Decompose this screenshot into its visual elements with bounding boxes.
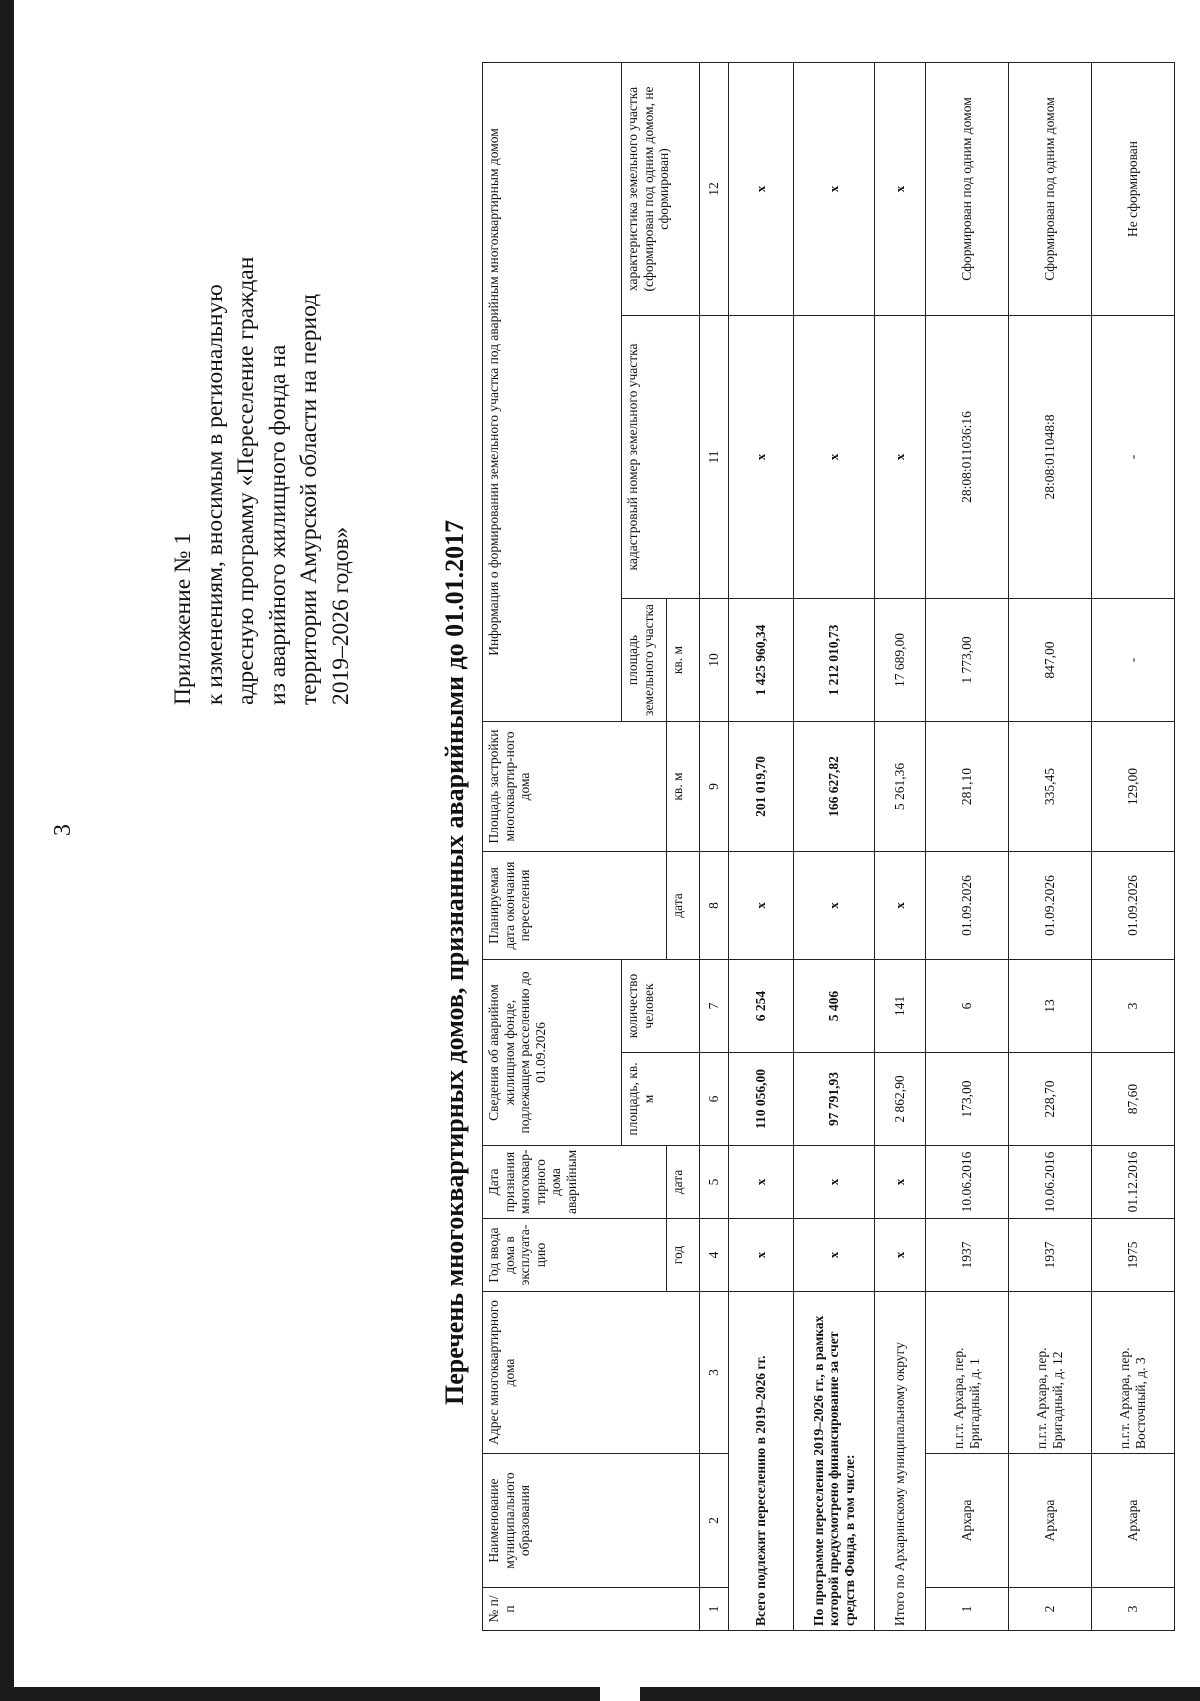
header-municipality: Наименование муниципального образования — [483, 1454, 700, 1588]
header-land-char: характеристика земельного участка (сформирован под одним домом, не сформирован) — [622, 62, 700, 315]
column-number: 1 — [700, 1588, 729, 1631]
header-land-area: площадь земельного участка — [622, 599, 667, 722]
column-number: 5 — [700, 1146, 729, 1219]
column-number: 9 — [700, 722, 729, 852]
row-people: 13 — [1009, 960, 1092, 1053]
summary-cell: х — [794, 1219, 875, 1292]
unit-year: год — [667, 1219, 700, 1292]
appendix-line: из аварийного жилищного фонда на — [264, 344, 291, 705]
row-municipality: Архара — [926, 1454, 1009, 1588]
row-land-area: - — [1092, 599, 1175, 722]
column-number: 3 — [700, 1292, 729, 1454]
summary-label: Итого по Архаринскому муниципальному округу — [875, 1292, 926, 1631]
scan-bottom-gap — [600, 1687, 640, 1701]
unit-sqm: кв. м — [667, 722, 700, 852]
column-number: 10 — [700, 599, 729, 722]
summary-cell: 201 019,70 — [729, 722, 794, 852]
summary-cell: 2 862,90 — [875, 1053, 926, 1146]
row-land-char: Сформирован под одним домом — [1009, 62, 1092, 315]
table-row — [926, 62, 1009, 1630]
summary-row-program — [794, 62, 875, 1630]
row-cadastral: 28:08:011048:8 — [1009, 316, 1092, 599]
column-number: 8 — [700, 852, 729, 960]
page-number: 3 — [50, 824, 76, 836]
summary-cell: х — [729, 1146, 794, 1219]
header-year-built: Год ввода дома в эксплуата-цию — [483, 1219, 667, 1292]
summary-cell: 1 425 960,34 — [729, 599, 794, 722]
appendix-title: Приложение № 1 — [170, 532, 196, 705]
summary-label: Всего подлежит переселению в 2019–2026 гг. — [729, 1292, 794, 1631]
houses-table-wrapper — [482, 63, 1148, 1631]
row-number: 3 — [1092, 1588, 1175, 1631]
unit-sqm: кв. м — [667, 599, 700, 722]
header-land-info: Информация о формировании земельного участка под аварийным многоквартирным домом — [483, 62, 622, 721]
row-land-area: 1 773,00 — [926, 599, 1009, 722]
header-no: № п/п — [483, 1588, 700, 1631]
appendix-header — [168, 257, 357, 705]
appendix-line: территории Амурской области на период — [296, 293, 322, 705]
summary-cell: х — [875, 1146, 926, 1219]
row-building-area: 129,00 — [1092, 722, 1175, 852]
summary-cell: 17 689,00 — [875, 599, 926, 722]
row-building-area: 281,10 — [926, 722, 1009, 852]
summary-cell: 97 791,93 — [794, 1053, 875, 1146]
summary-cell: х — [729, 62, 794, 315]
summary-cell: х — [794, 1146, 875, 1219]
row-planned: 01.09.2026 — [926, 852, 1009, 960]
header-fund-info: Сведения об аварийном жилищном фонде, подлежащем расселению до 01.09.2026 — [483, 960, 622, 1146]
summary-cell: 1 212 010,73 — [794, 599, 875, 722]
summary-cell: х — [794, 62, 875, 315]
summary-row-total — [729, 62, 794, 1630]
header-building-area: Площадь застройки многоквартир-ного дома — [483, 722, 667, 852]
summary-row-district — [875, 62, 926, 1630]
row-date: 10.06.2016 — [1009, 1146, 1092, 1219]
header-area: площадь, кв. м — [622, 1053, 700, 1146]
row-year: 1937 — [926, 1219, 1009, 1292]
header-address: Адрес многоквартирного дома — [483, 1292, 700, 1454]
summary-cell: 110 056,00 — [729, 1053, 794, 1146]
summary-cell: х — [729, 1219, 794, 1292]
column-number: 2 — [700, 1454, 729, 1588]
column-number: 4 — [700, 1219, 729, 1292]
row-people: 6 — [926, 960, 1009, 1053]
summary-cell: х — [875, 852, 926, 960]
row-address: п.г.т. Архара, пер. Восточный, д. 3 — [1092, 1292, 1175, 1454]
row-land-char: Сформирован под одним домом — [926, 62, 1009, 315]
summary-cell: 5 406 — [794, 960, 875, 1053]
summary-label: По программе переселения 2019–2026 гг., в рамках которой предусмотрено финансирование за счет средств Фонда, в том числе: — [794, 1292, 875, 1631]
summary-cell: 166 627,82 — [794, 722, 875, 852]
row-cadastral: 28:08:011036:16 — [926, 316, 1009, 599]
header-date-recognized: Дата признания многоквар-тирного дома аварийным — [483, 1146, 667, 1219]
row-area: 228,70 — [1009, 1053, 1092, 1146]
summary-cell: х — [794, 852, 875, 960]
summary-cell: 5 261,36 — [875, 722, 926, 852]
row-year: 1975 — [1092, 1219, 1175, 1292]
row-land-area: 847,00 — [1009, 599, 1092, 722]
unit-date: дата — [667, 1146, 700, 1219]
appendix-line: адресную программу «Переселение граждан — [233, 256, 259, 705]
row-number: 2 — [1009, 1588, 1092, 1631]
row-area: 173,00 — [926, 1053, 1009, 1146]
summary-cell: х — [729, 852, 794, 960]
header-planned-date: Планируемая дата окончания переселения — [483, 852, 667, 960]
row-area: 87,60 — [1092, 1053, 1175, 1146]
row-municipality: Архара — [1009, 1454, 1092, 1588]
row-address: п.г.т. Архара, пер. Бригадный, д. 12 — [1009, 1292, 1092, 1454]
appendix-line: 2019–2026 годов» — [327, 526, 354, 705]
appendix-line: к изменениям, вносимым в региональную — [201, 284, 228, 705]
table-row — [1009, 62, 1092, 1630]
row-date: 01.12.2016 — [1092, 1146, 1175, 1219]
summary-cell: 141 — [875, 960, 926, 1053]
summary-cell: х — [875, 62, 926, 315]
summary-cell: х — [875, 1219, 926, 1292]
row-building-area: 335,45 — [1009, 722, 1092, 852]
summary-cell: х — [729, 316, 794, 599]
row-year: 1937 — [1009, 1219, 1092, 1292]
table-row — [1092, 62, 1175, 1630]
row-address: п.г.т. Архара, пер. Бригадный, д. 1 — [926, 1292, 1009, 1454]
unit-date: дата — [667, 852, 700, 960]
header-people: количество человек — [622, 960, 700, 1053]
row-planned: 01.09.2026 — [1009, 852, 1092, 960]
scan-left-edge — [0, 0, 14, 1701]
summary-cell: х — [794, 316, 875, 599]
column-number: 6 — [700, 1053, 729, 1146]
column-number: 11 — [700, 316, 729, 599]
summary-cell: х — [875, 316, 926, 599]
column-number: 7 — [700, 960, 729, 1053]
document-title: Перечень многоквартирных домов, признанных аварийными до 01.01.2017 — [440, 519, 469, 1405]
header-cadastral: кадастровый номер земельного участка — [622, 316, 700, 599]
row-municipality: Архара — [1092, 1454, 1175, 1588]
row-number: 1 — [926, 1588, 1009, 1631]
row-planned: 01.09.2026 — [1092, 852, 1175, 960]
row-cadastral: - — [1092, 316, 1175, 599]
row-land-char: Не сформирован — [1092, 62, 1175, 315]
column-number: 12 — [700, 62, 729, 315]
houses-table — [482, 62, 1175, 1631]
row-people: 3 — [1092, 960, 1175, 1053]
summary-cell: 6 254 — [729, 960, 794, 1053]
row-date: 10.06.2016 — [926, 1146, 1009, 1219]
